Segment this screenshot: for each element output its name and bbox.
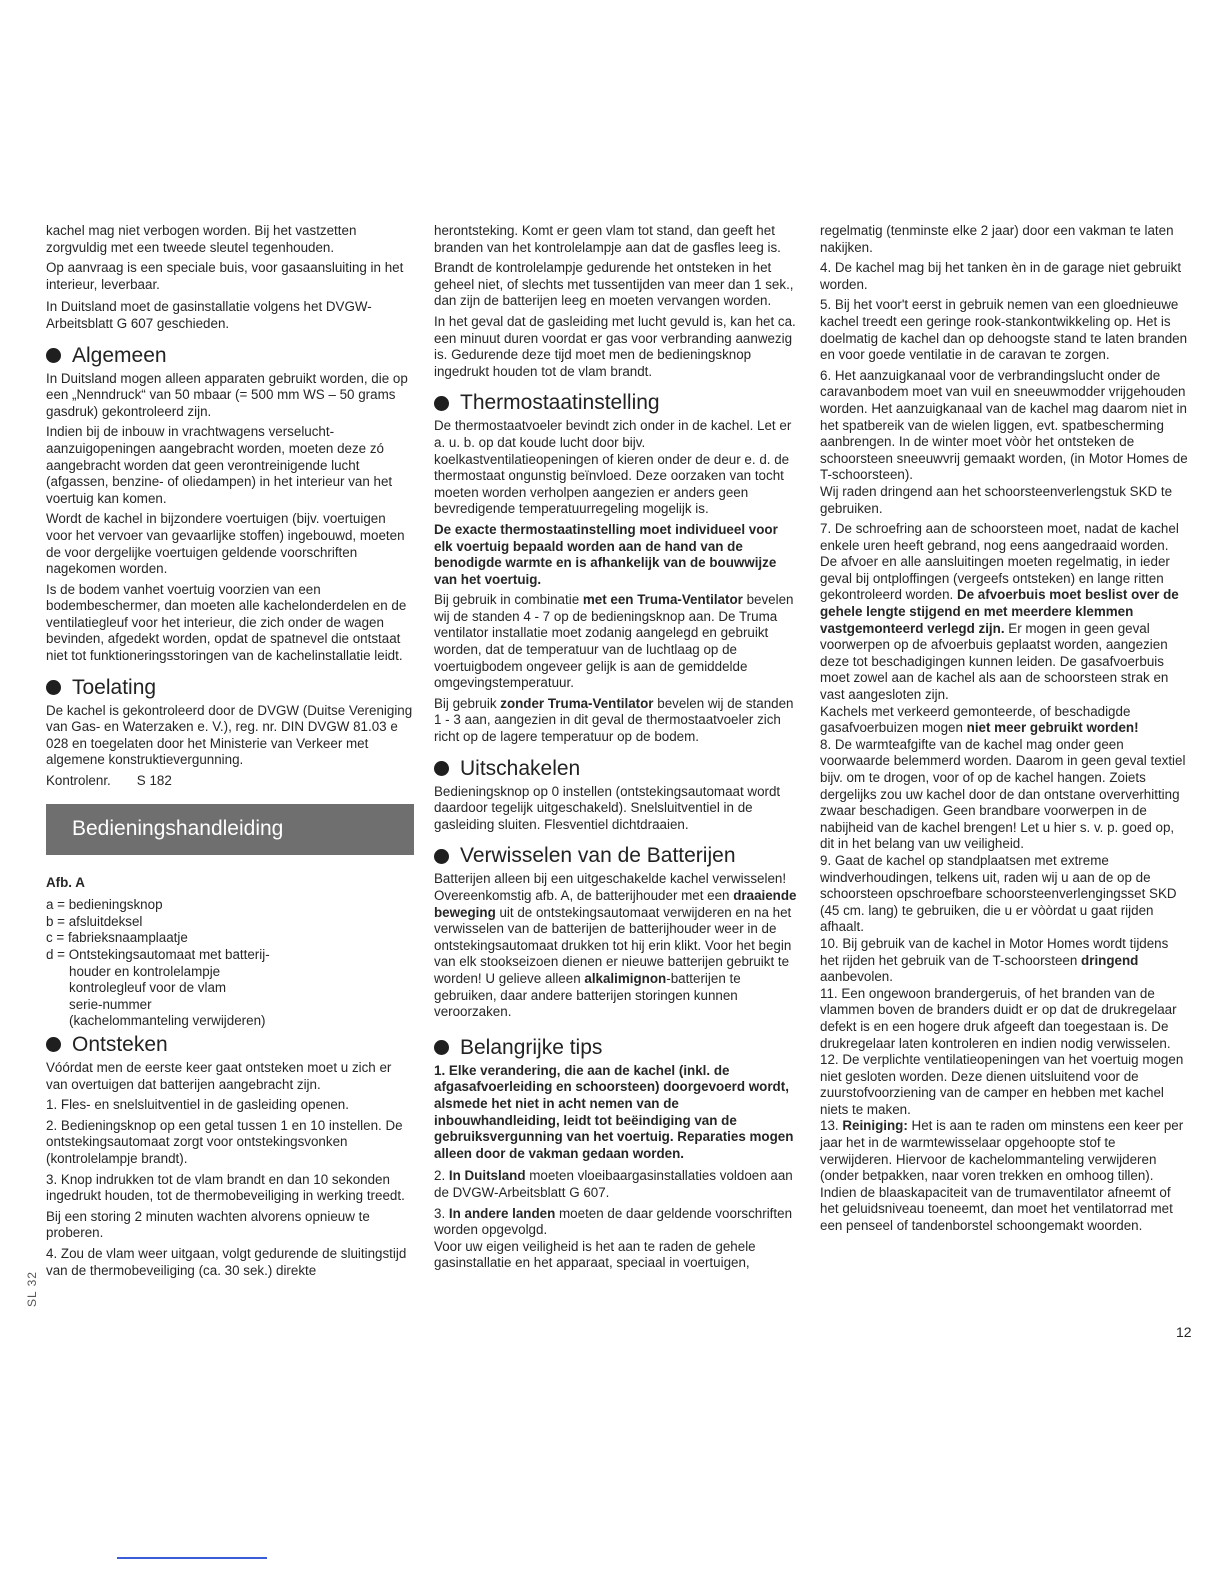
heading-toelating	[46, 675, 414, 701]
column-left	[46, 223, 414, 1283]
paragraph: 12. De verplichte ventilatieopeningen van het voertuig mogen niet gesloten worden. Deze dienen uitsluitend voor de zuurstofvoorziening van de camper en hebben met kachel niets te maken.	[820, 1052, 1184, 1117]
paragraph: Op aanvraag is een speciale buis, voor gasaansluiting in het interieur, leverbaar.	[46, 260, 404, 292]
paragraph-bold: De exacte thermostaatinstelling moet individueel voor elk voertuig bepaald worden aan de hand van de benodigde warmte en is afhankelijk van de bouwwijze van het voertuig.	[434, 521, 778, 587]
legend-item: serie-nummer	[69, 996, 152, 1012]
text: aanbevolen.	[820, 969, 893, 985]
heading-text: Verwisselen van de Batterijen	[460, 844, 736, 868]
paragraph: Brandt de kontrolelampje gedurende het ontsteken in het geheel niet, of slechts met tussentijden van meer dan 1 sek., dan zijn de batterijen leeg en moeten vervangen worden.	[434, 260, 794, 309]
paragraph: Bij een storing 2 minuten wachten alvorens opnieuw te proberen.	[46, 1208, 370, 1241]
paragraph: In Duitsland moet de gasinstallatie volgens het DVGW-Arbeitsblatt G 607 geschieden.	[46, 299, 372, 331]
text-bold: In Duitsland	[448, 1168, 526, 1184]
heading-text: Thermostaatinstelling	[460, 391, 660, 415]
column-right	[820, 223, 1190, 1235]
paragraph-bold: 1. Elke verandering, die aan de kachel (inkl. de afgasafvoerleiding en schoorsteen) doorgevoerd wordt, alsmede het niet in acht nemen van de inbouwhandleiding, leidt tot beëindiging van de gebruiksvergunning van het voertuig. Reparaties mogen alleen door de vakman gedaan worden.	[434, 1062, 794, 1161]
text: moeten vloeibaargasinstallaties voldoen aan de DVGW-Arbeitsblatt G 607.	[434, 1168, 793, 1200]
paragraph: herontsteking. Komt er geen vlam tot stand, dan geeft het branden van het kontrolelampje aan dat de gasfles leeg is.	[434, 223, 781, 255]
text: uit de ontstekingsautomaat verwijderen en na het verwisselen van de batterijen de batterijhouder weer in de ontstekingsautomaat drukken tot hij erin klikt. Voor het begin van elk stookseizoen dienen er nieuwe batterijen gebruikt te worden! U gelieve alleen	[434, 904, 792, 986]
text-bold: alkalimignon	[584, 970, 667, 986]
paragraph	[820, 1118, 1190, 1184]
heading-text: Ontsteken	[72, 1032, 168, 1056]
text-bold: met een Truma-Ventilator	[582, 592, 743, 608]
legend-item: a = bedieningsknop	[46, 897, 163, 913]
text-bold: zonder Truma-Ventilator	[500, 695, 654, 711]
paragraph: regelmatig (tenminste elke 2 jaar) door een vakman te laten nakijken.	[820, 223, 1174, 255]
text: 3.	[434, 1205, 449, 1221]
legend-item: (kachelommanteling verwijderen)	[69, 1013, 266, 1029]
text: 10. Bij gebruik van de kachel in Motor Homes wordt tijdens het rijden het gebruik van de T-schoorsteen	[820, 935, 1169, 968]
paragraph: In Duitsland mogen alleen apparaten gebruikt worden, die op een „Nenndruck“ van 50 mbaar (= 500 mm WS – 50 grams gasdruk) gekontroleerd zijn.	[46, 370, 408, 419]
heading-batterijen	[434, 843, 800, 869]
footer-line	[117, 1557, 267, 1559]
column-middle	[434, 223, 800, 1276]
paragraph: 4. Zou de vlam weer uitgaan, volgt gedurende de sluitingstijd van de thermobeveiliging (ca. 30 sek.) direkte	[46, 1245, 407, 1278]
bullet-icon	[434, 849, 449, 864]
banner-bedieningshandleiding: Bedieningshandleiding	[46, 804, 414, 855]
paragraph: 7. De schroefring aan de schoorsteen moet, nadat de kachel enkele uren heeft gebrand, nog eens aangedraaid worden.	[820, 521, 1179, 553]
paragraph	[434, 1168, 800, 1201]
text: 2.	[434, 1168, 449, 1184]
paragraph	[434, 1206, 800, 1239]
heading-text: Uitschakelen	[460, 756, 581, 780]
heading-ontsteken	[46, 1032, 414, 1058]
legend-item: d = Ontstekingsautomaat met batterij-	[46, 947, 270, 962]
paragraph: De thermostaatvoeler bevindt zich onder in de kachel. Let er a. u. b. op dat koude lucht door bijv. koelkastventilatieopeningen of kieren onder de deur e. d. de thermostaat ongunstig beïnvloed. Deze oorzaken van tocht moeten worden verholpen aangezien er anders geen bevredigende temperatuurregeling mogelijk is.	[434, 418, 792, 517]
bullet-icon	[46, 1037, 61, 1052]
paragraph: De kachel is gekontroleerd door de DVGW (Duitse Vereniging van Gas- en Waterzaken e. V.), reg. nr. DIN DVGW 81.03 e 028 en toegelaten door het Ministerie van Verkeer met algemene konstruktievergunning.	[46, 702, 413, 768]
text: bevelen wij de standen 1 - 3 aan, aangezien in dit geval de thermostaatvoeler zich richt op de lagere temperatuur op de bodem.	[434, 695, 794, 745]
paragraph	[820, 554, 1190, 703]
text: 13.	[820, 1118, 843, 1134]
heading-text: Belangrijke tips	[460, 1035, 603, 1059]
paragraph: 3. Knop indrukken tot de vlam brandt en dan 10 sekonden ingedrukt houden, tot de thermobeveiliging in werking treedt.	[46, 1171, 405, 1204]
paragraph: 5. Bij het voor't eerst in gebruik nemen van een gloednieuwe kachel treedt een geringe rook-stankontwikkeling op. Het is doelmatig de kachel dan op dehoogste stand te laten branden en voor goede ventilatie in de caravan te zorgen.	[820, 297, 1188, 363]
paragraph	[434, 871, 800, 1020]
bullet-icon	[434, 396, 449, 411]
paragraph: 4. De kachel mag bij het tanken èn in de garage niet gebruikt worden.	[820, 260, 1182, 292]
bullet-icon	[46, 348, 61, 363]
heading-thermostaatinstelling	[434, 390, 800, 416]
text-bold: Reiniging:	[842, 1118, 908, 1134]
paragraph: 6. Het aanzuigkanaal voor de verbrandingslucht onder de caravanbodem moet van vuil en sneeuwmodder vrijgehouden worden. Het aanzuigkanaal van de kachel mag daarom niet in het spatbereik van de wielen liggen, evt. spatbescherming aanbrengen. In de winter moet vòòr het ontsteken de schoorsteen sneeuwvrij gemaakt worden, (in Motor Homes de T-schoorsteen).	[820, 367, 1188, 483]
text: Bij gebruik	[434, 695, 501, 711]
paragraph: Wij raden dringend aan het schoorsteenverlengstuk SKD te gebruiken.	[820, 483, 1173, 516]
text: Het is aan te raden om minstens een keer per jaar het in de warmtewisselaar opgehoopte stof te verwijderen. Hiervoor de kachelommanteling verwijderen (onder betpakken, naar voren trekken en omhoog tillen).	[820, 1118, 1184, 1184]
text: Batterijen alleen bij een uitgeschakelde kachel verwisselen! Overeenkomstig afb. A, de batterijhouder met een	[434, 871, 787, 903]
text: Bij gebruik in combinatie	[434, 592, 583, 608]
text: De afvoer en alle aansluitingen moeten regelmatig, in ieder geval bij ontploffingen (vergeefs ontsteken) en lange ritten gekontroleerd worden.	[820, 554, 1170, 603]
heading-belangrijke-tips	[434, 1035, 800, 1061]
paragraph: 2. Bedieningsknop op een getal tussen 1 en 10 instellen. De ontstekingsautomaat zorgt voor ontstekingsvonken (kontrolelampje brandt).	[46, 1117, 403, 1166]
text-bold: dringend	[1081, 952, 1139, 968]
text-bold: De afvoerbuis moet beslist over de gehele lengte stijgend en met meerdere klemmen vastgemonteerd verlegd zijn.	[820, 587, 1179, 636]
legend-item: kontrolegleuf voor de vlam	[69, 980, 227, 996]
bullet-icon	[434, 761, 449, 776]
paragraph: Indien bij de inbouw in vrachtwagens verselucht-aanzuigopeningen aangebracht worden, moeten deze zó aangebracht worden dat geen verontreinigende lucht (afgassen, benzine- of oliedampen) in het interieur van het voertuig kan komen.	[46, 424, 393, 506]
paragraph: 11. Een ongewoon brandergeruis, of het branden van de vlammen boven de branders duidt er op dat de drukregelaar defekt is en een hogere druk afgeeft dan toegestaan is. De drukregelaar laten kontroleren en indien nodig verwisselen.	[820, 985, 1177, 1051]
text: -batterijen te gebruiken, daar andere batterijen storingen kunnen veroorzaken.	[434, 970, 741, 1020]
text: Er mogen in geen geval voorwerpen op de afvoerbuis geplaatst worden, aangezien deze tot beschadigingen kunnen leiden. De gasafvoerbuis moet zowel aan de kachel als aan de schoorsteen strak en vast aangesloten zijn.	[820, 620, 1169, 703]
paragraph: Vóórdat men de eerste keer gaat ontsteken moet u zich er van overtuigen dat batterijen aangebracht zijn.	[46, 1059, 392, 1092]
paragraph	[434, 696, 800, 746]
text: moeten de daar geldende voorschriften worden opgevolgd.	[434, 1205, 793, 1238]
legend-item: c = fabrieksnaamplaatje	[46, 930, 188, 946]
heading-uitschakelen	[434, 756, 800, 782]
text-bold: In andere landen	[448, 1205, 556, 1221]
paragraph: 8. De warmteafgifte van de kachel mag onder geen voorwaarde belemmerd worden. Daarom in geen geval textiel bijv. om te drogen, voor of op de kachel hangen. Zoiets dergelijks zou uw kachel door de dan ontstane oververhitting zwaar beschadigen. Geen brandbare voorwerpen in de nabijheid van de kachel brengen! Let u hier s. v. p. goed op, dit in het belang van uw veiligheid.	[820, 736, 1186, 852]
heading-text: Toelating	[72, 675, 157, 699]
text: Kachels met verkeerd gemonteerde, of beschadigde gasafvoerbuizen mogen	[820, 703, 1131, 736]
paragraph: kachel mag niet verbogen worden. Bij het vastzetten zorgvuldig met een tweede sleutel tegenhouden.	[46, 223, 357, 255]
heading-text: Algemeen	[72, 343, 167, 367]
heading-algemeen	[46, 343, 414, 369]
paragraph	[820, 936, 1190, 986]
paragraph: Voor uw eigen veiligheid is het aan te raden de gehele gasinstallatie en het apparaat, speciaal in voertuigen,	[434, 1238, 756, 1271]
figure-label: Afb. A	[46, 874, 85, 890]
paragraph: Bedieningsknop op 0 instellen (ontstekingsautomaat wordt daardoor tegelijk uitgeschakeld). Snelsluitventiel in de gasleiding sluiten. Flesventiel dichtdraaien.	[434, 783, 781, 832]
bullet-icon	[434, 1040, 449, 1055]
paragraph: Wordt de kachel in bijzondere voertuigen (bijv. voertuigen voor het vervoer van gevaarlijke stoffen) ingebouwd, moeten de voor dergelijke voertuigen geldende voorschriften nagekomen worden.	[46, 511, 405, 577]
bullet-icon	[46, 680, 61, 695]
text: bevelen wij de standen 4 - 7 op de bedieningsknop aan. De Truma ventilator installatie moet zodanig aangelegd en gebruikt worden, dat de temperatuur van de luchtlaag op de voertuigbodem ongeveer gelijk is aan de gemiddelde omgevingstemperatuur.	[434, 592, 794, 691]
side-label: SL 32	[25, 1271, 39, 1307]
paragraph: Indien de blaaskapaciteit van de trumaventilator afneemt of het geluidsniveau toeneemt, dan moet het ventilatorrad met een penseel of tandenborstel schoongemakt woorden.	[820, 1184, 1173, 1234]
text-bold: niet meer gebruikt worden!	[966, 720, 1139, 736]
paragraph: 1. Fles- en snelsluitventiel in de gasleiding openen.	[46, 1097, 349, 1113]
paragraph: Is de bodem vanhet voertuig voorzien van een bodembeschermer, dan moeten alle kachelonderdelen en de ventilatiegleuf voor het interieur, die zich onder de wagen bevinden, afgedekt worden, opdat de spatnevel die ontstaat niet tot funktioneringsstoringen van de kachelinstallatie leidt.	[46, 581, 407, 664]
legend-item: b = afsluitdeksel	[46, 913, 143, 929]
legend-item: houder en kontrolelampje	[69, 963, 221, 979]
paragraph: In het geval dat de gasleiding met lucht gevuld is, kan het ca. een minuut duren voordat er gas voor verbranding aanwezig is. Gedurende deze tijd moet men de bedieningsknop ingedrukt houden tot de vlam brandt.	[434, 313, 796, 379]
paragraph	[434, 592, 800, 692]
text-bold: draaiende beweging	[434, 888, 797, 920]
paragraph	[820, 704, 1190, 737]
paragraph: 9. Gaat de kachel op standplaatsen met extreme windverhoudingen, telkens uit, raden wij u aan de op de schoorsteen opschroefbare schoorsteenverlengingsset SKD (45 cm. lang) te gebruiken, die u er vòòrdat u gaat rijden afhaalt.	[820, 852, 1177, 935]
page-number: 12	[1176, 1324, 1192, 1340]
paragraph: Kontrolenr. S 182	[46, 773, 172, 789]
